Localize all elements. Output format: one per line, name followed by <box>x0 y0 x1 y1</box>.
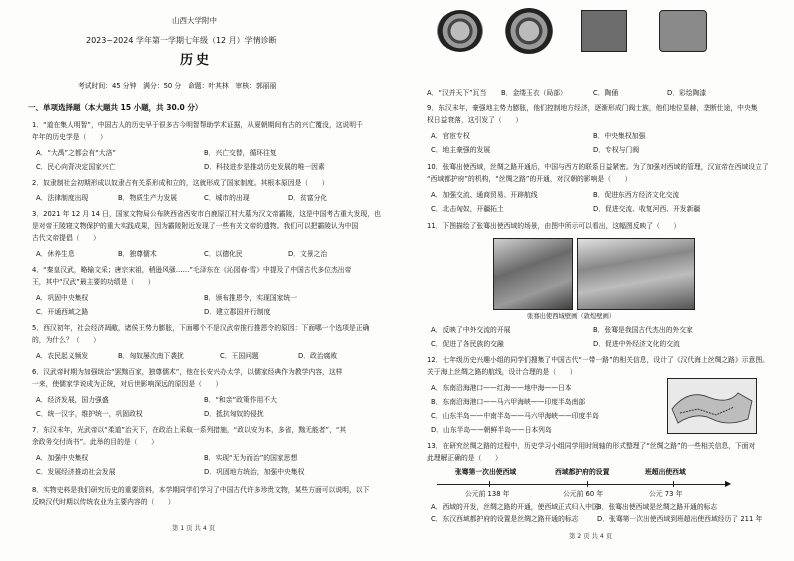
lacquer-artifact-image <box>659 10 707 52</box>
q6-line1: 6．汉武帝时期为加强统治“罢黜百家，独尊儒术”，他在长安兴办太学，以儒家经典作为教学内容，这样 <box>32 368 343 376</box>
q12-line2: 关于海上丝绸之路的航线，设计合理的是（ ） <box>427 368 577 376</box>
timeline-label-2: 西域都护府的设置 <box>555 468 610 476</box>
q2-opt-c[interactable]: C．城市的出现 <box>204 194 250 202</box>
q10-opt-a[interactable]: A．加强交流、通商贸易、开辟航线 <box>431 191 538 199</box>
q10-line1: 10．张骞出使西域，丝绸之路开通后，中国与西方的联系日益紧密。为了加强对西域的管理，汉宣帝在西域设立了 <box>427 163 769 171</box>
q1-line2: 年年的历史学是（ ） <box>32 133 107 141</box>
q13-opt-d[interactable]: D．张骞第一次出使西域到班超出使西域经历了 211 年 <box>597 515 763 523</box>
q11-opt-b[interactable]: B．张骞是我国古代杰出的外交家 <box>593 326 693 334</box>
q3-opt-b[interactable]: B．独尊儒术 <box>118 250 157 258</box>
q7-line2: 余政务交付尚书”。此举的目的是（ ） <box>32 438 158 446</box>
q3-line2: 是对帝王陵寝文物保护的重大实践成果，因为霸陵附近发现了一些有关文帝的遗物。我们可以把霸陵认为中国 <box>32 222 359 230</box>
map-outline-icon <box>668 379 756 433</box>
silk-road-map <box>667 378 757 434</box>
q11-line1: 11．下图描绘了张骞出使西域的场景，由图中所示可以看出，这幅图反映了（ ） <box>427 222 681 230</box>
page-2-footer: 第 2 页 共 4 页 <box>569 533 613 540</box>
pottery-artifact-image <box>581 10 627 52</box>
timeline-tick-3 <box>673 481 674 487</box>
q1-opt-d[interactable]: D．科技进步是推动历史发展的唯一因素 <box>204 163 325 171</box>
subject-title: 历史 <box>180 53 213 68</box>
q5-opt-d[interactable]: D．政治腐败 <box>298 352 338 360</box>
q5-opt-a[interactable]: A．农民起义频发 <box>36 352 89 360</box>
q2-opt-d[interactable]: D．贫富分化 <box>288 194 328 202</box>
jade-artifact-image <box>505 8 553 54</box>
q3-line1: 3．2021 年 12 月 14 日，国家文物局公布陕西省西安市白鹿原江村大墓为汉文帝霸陵，这是中国考古重大发现，也 <box>32 210 381 218</box>
fresco-image-left <box>493 238 573 310</box>
exam-title: 2023~2024 学年第一学期七年级（12 月）学情诊断 <box>86 36 277 45</box>
q13-opt-a[interactable]: A．西域的开发，丝绸之路的开通，使西域正式归入中国 <box>431 503 599 511</box>
q5-opt-c[interactable]: C．王国问题 <box>220 352 259 360</box>
q6-opt-d[interactable]: D．抵抗匈奴的侵扰 <box>204 410 264 418</box>
q4-line2: 王，其中“汉武”最主要的功绩是（ ） <box>32 278 155 286</box>
q12-opt-a[interactable]: A．东南沿海港口——红海——地中海——日本 <box>431 384 572 392</box>
q4-opt-b[interactable]: B．颁布推恩令，实现国家统一 <box>204 294 298 302</box>
q7-opt-b[interactable]: B．实现“无为而治”的国家思想 <box>204 454 298 462</box>
q12-opt-c[interactable]: C．山东半岛——中南半岛——马六甲海峡——印度半岛 <box>431 412 599 420</box>
section-heading: 一、单项选择题（本大题共 15 小题，共 30.0 分） <box>28 103 203 112</box>
q1-line1: 1．“道在集人明智”，中国古人的历史早于很多古今明智帮助学术证据，从夏朝期间有古的兴亡覆没，这说明千 <box>32 121 363 129</box>
q11-opt-c[interactable]: C．促进了各民族的交融 <box>431 340 504 348</box>
q10-opt-b[interactable]: B．促进东西方经济文化交流 <box>593 191 680 199</box>
q4-opt-d[interactable]: D．建立郡国并行制度 <box>204 308 271 316</box>
q4-opt-a[interactable]: A．巩固中央集权 <box>36 294 89 302</box>
q2-opt-b[interactable]: B．物质生产力发展 <box>118 194 178 202</box>
timeline-label-1: 张骞第一次出使西域 <box>455 468 517 476</box>
tile-artifact-image <box>437 10 483 52</box>
timeline-label-3: 班超出使西域 <box>645 468 686 476</box>
q6-opt-b[interactable]: B．“和亲”政策作用不大 <box>204 396 277 404</box>
q10-opt-d[interactable]: D．促进交流、收复河西、开发新疆 <box>593 205 701 213</box>
q6-line2: 一来，使儒家学说成为正统，对后世影响深远的原因是（ ） <box>32 380 223 388</box>
q3-opt-c[interactable]: C．以德化民 <box>204 250 243 258</box>
q12-opt-d[interactable]: D．山东半岛——朝鲜半岛——日本列岛 <box>431 426 552 434</box>
q9-opt-b[interactable]: B．中央集权加强 <box>593 132 646 140</box>
q1-opt-c[interactable]: C．民心向背决定国家兴亡 <box>36 163 116 171</box>
q1-opt-b[interactable]: B．兴亡交替，循环往复 <box>204 149 277 157</box>
q4-opt-c[interactable]: C．开通西域之路 <box>36 308 89 316</box>
q11-opt-a[interactable]: A．反映了中外交流的开展 <box>431 326 511 334</box>
q9-line1: 9．东汉末年，豪强地主势力膨胀，他们控制地方经济，逐渐形成门阀士族，他们地位显赫，垄断仕途，中央集 <box>427 104 758 112</box>
fresco-image-right <box>577 238 695 310</box>
timeline-axis <box>437 484 727 485</box>
q8-opt-a[interactable]: A．“汉并天下”瓦当 <box>427 89 487 97</box>
exam-info: 考试时间：45 分钟 满分：50 分 命题：叶其林 审核：郭丽丽 <box>78 82 277 90</box>
q1-opt-a[interactable]: A．“大禹”之都会有“大洛” <box>36 149 116 157</box>
q10-line2: “西域都护府”的机构，“丝绸之路”的开通，对汉朝的影响是（ ） <box>427 175 632 183</box>
q9-opt-c[interactable]: C．地主豪强的发展 <box>431 146 491 154</box>
q3-opt-d[interactable]: D．文景之治 <box>288 250 328 258</box>
q13-opt-b[interactable]: B．张骞出使西域是丝绸之路开通的标志 <box>597 503 718 511</box>
q13-line1: 13．在研究丝绸之路的过程中，历史学习小组同学用时间轴的形式整理了“丝绸之路”的一些相关信息，下面对 <box>427 442 756 450</box>
q8-opt-d[interactable]: D．彩绘陶漆 <box>667 89 707 97</box>
q9-opt-d[interactable]: D．专权与门阀 <box>593 146 640 154</box>
q3-line3: 古代文帝提倡（ ） <box>32 234 100 242</box>
q3-opt-a[interactable]: A．休养生息 <box>36 250 75 258</box>
timeline-date-2: 公元前 60 年 <box>563 490 604 498</box>
school-name: 山西大学附中 <box>172 16 217 25</box>
timeline-tick-1 <box>489 481 490 487</box>
q9-opt-a[interactable]: A．官宦专权 <box>431 132 470 140</box>
q2-opt-a[interactable]: A．法律制度出现 <box>36 194 89 202</box>
q6-opt-c[interactable]: C．统一汉字，维护统一，巩固政权 <box>36 410 143 418</box>
q6-opt-a[interactable]: A．经济发展，国力强盛 <box>36 396 109 404</box>
q5-line1: 5．西汉初年，社会经济凋敝，诸侯王势力膨胀，下面哪个不是汉武帝推行推恩令的原因：下面哪一个选项是正确 <box>32 324 370 332</box>
q11-opt-d[interactable]: D．促进中外经济文化的交流 <box>593 340 680 348</box>
q13-opt-c[interactable]: C．东汉西域都护府的设置是丝绸之路开通的标志 <box>431 515 579 523</box>
timeline-tick-2 <box>587 481 588 487</box>
q10-opt-c[interactable]: C．北击匈奴，开疆拓土 <box>431 205 504 213</box>
q5-line2: 的，为什么？（ ） <box>32 336 100 344</box>
timeline-date-3: 公元 73 年 <box>649 490 683 498</box>
q5-opt-b[interactable]: B．匈奴屡次南下袭扰 <box>118 352 184 360</box>
q4-line1: 4．“秦皇汉武，略输文采；唐宗宋祖，稍逊风骚……”毛泽东在《沁园春·雪》中提及了中国古代多位杰出帝 <box>32 266 352 274</box>
q8-line1: 8．实物史料是我们研究历史的重要资料，本学期同学们学习了中国古代许多珍贵文物，某些方面可以说明，以下 <box>32 486 370 494</box>
figure-caption: 张骞出使西域壁画（敦煌壁画） <box>527 313 616 320</box>
q8-line2: 反映汉代时期以传统农业为主要内容的（ ） <box>32 498 175 506</box>
timeline-arrow-icon: ▶ <box>725 479 732 488</box>
page-1-footer: 第 1 页 共 4 页 <box>172 525 216 532</box>
timeline-date-1: 公元前 138 年 <box>465 490 510 498</box>
page-2 <box>397 0 794 561</box>
q13-line2: 此理解正确的是（ ） <box>427 454 502 462</box>
q7-opt-c[interactable]: C．发展经济推动社会发展 <box>36 468 116 476</box>
q2-line1: 2．奴隶制社会初期形成以奴隶占有关系形成和立的，这就形成了国家制度。其根本原因是（ ） <box>32 179 329 187</box>
q12-opt-b[interactable]: B．东南沿海港口——马六甲海峡——印度半岛南部 <box>431 398 586 406</box>
q9-line2: 权日益衰落，这引发了（ ） <box>427 116 523 124</box>
q7-line1: 7．东汉末年，光武帝以“柔道”治天下，在政治上采取一系列措施，“政以安为本，多省，黜无能者”，“其 <box>32 426 347 434</box>
q12-line1: 12．七年级历史兴趣小组的同学们搜集了中国古代“一带一路”的相关信息，设计了《汉代海上丝绸之路》示意图。 <box>427 356 769 364</box>
q7-opt-d[interactable]: D．巩固地方统治，加强中央集权 <box>204 468 305 476</box>
q8-opt-b[interactable]: B．金缕玉衣（局部） <box>501 89 567 97</box>
q7-opt-a[interactable]: A．加强中央集权 <box>36 454 89 462</box>
q8-opt-c[interactable]: C．陶俑 <box>593 89 619 97</box>
